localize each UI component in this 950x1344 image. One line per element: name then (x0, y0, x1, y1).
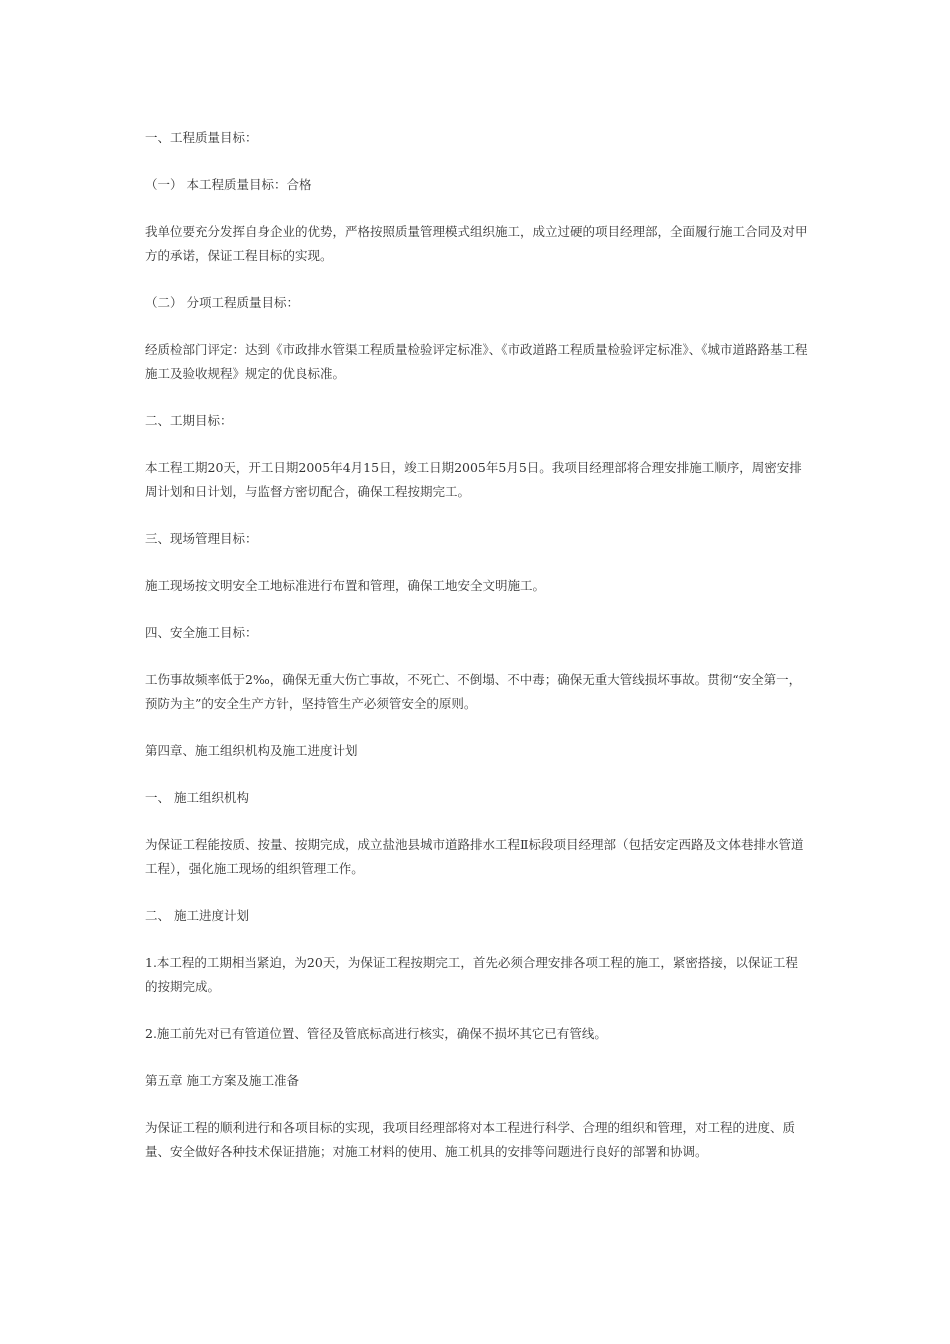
paragraph-progress-1: 1.本工程的工期相当紧迫，为20天，为保证工程按期完工，首先必须合理安排各项工程的施工，紧密搭接，以保证工程的按期完成。 (145, 955, 798, 994)
paragraph-quality-commitment: 我单位要充分发挥自身企业的优势，严格按照质量管理模式组织施工，成立过硬的项目经理部，全面履行施工合同及对甲方的承诺，保证工程目标的实现。 (145, 224, 808, 263)
subheading-item-quality: （二） 分项工程质量目标： (145, 295, 299, 310)
paragraph-safety: 工伤事故频率低于2‰，确保无重大伤亡事故，不死亡、不倒塌、不中毒；确保无重大管线损坏事故。贯彻“安全第一，预防为主”的安全生产方针，坚持管生产必须管安全的原则。 (145, 672, 802, 711)
subheading-overall-quality: （一） 本工程质量目标：合格 (145, 177, 312, 192)
subheading-organization: 一、 施工组织机构 (145, 790, 249, 805)
chapter-heading-5: 第五章 施工方案及施工准备 (145, 1073, 299, 1088)
chapter-heading-4: 第四章、施工组织机构及施工进度计划 (145, 743, 358, 758)
section-heading-safety: 四、安全施工目标： (145, 625, 258, 640)
subheading-progress-plan: 二、 施工进度计划 (145, 908, 249, 923)
paragraph-progress-2: 2.施工前先对已有管道位置、管径及管底标高进行核实，确保不损坏其它已有管线。 (145, 1026, 607, 1041)
paragraph-construction-plan: 为保证工程的顺利进行和各项目标的实现，我项目经理部将对本工程进行科学、合理的组织和管理，对工程的进度、质量、安全做好各种技术保证措施；对施工材料的使用、施工机具的安排等问题进行良好的部署和协调。 (145, 1120, 796, 1159)
paragraph-organization: 为保证工程能按质、按量、按期完成，成立盐池县城市道路排水工程Ⅱ标段项目经理部（包括安定西路及文体巷排水管道工程），强化施工现场的组织管理工作。 (145, 837, 804, 876)
paragraph-quality-standards: 经质检部门评定：达到《市政排水管渠工程质量检验评定标准》、《市政道路工程质量检验评定标准》、《城市道路路基工程施工及验收规程》规定的优良标准。 (145, 342, 808, 381)
paragraph-site-management: 施工现场按文明安全工地标准进行布置和管理，确保工地安全文明施工。 (145, 578, 546, 593)
paragraph-schedule: 本工程工期20天，开工日期2005年4月15日，竣工日期2005年5月5日。我项目经理部将合理安排施工顺序，周密安排周计划和日计划，与监督方密切配合，确保工程按期完工。 (145, 460, 802, 499)
section-heading-site-management: 三、现场管理目标： (145, 531, 258, 546)
document-body (145, 126, 810, 1164)
section-heading-quality: 一、工程质量目标： (145, 130, 258, 145)
section-heading-schedule: 二、工期目标： (145, 413, 233, 428)
